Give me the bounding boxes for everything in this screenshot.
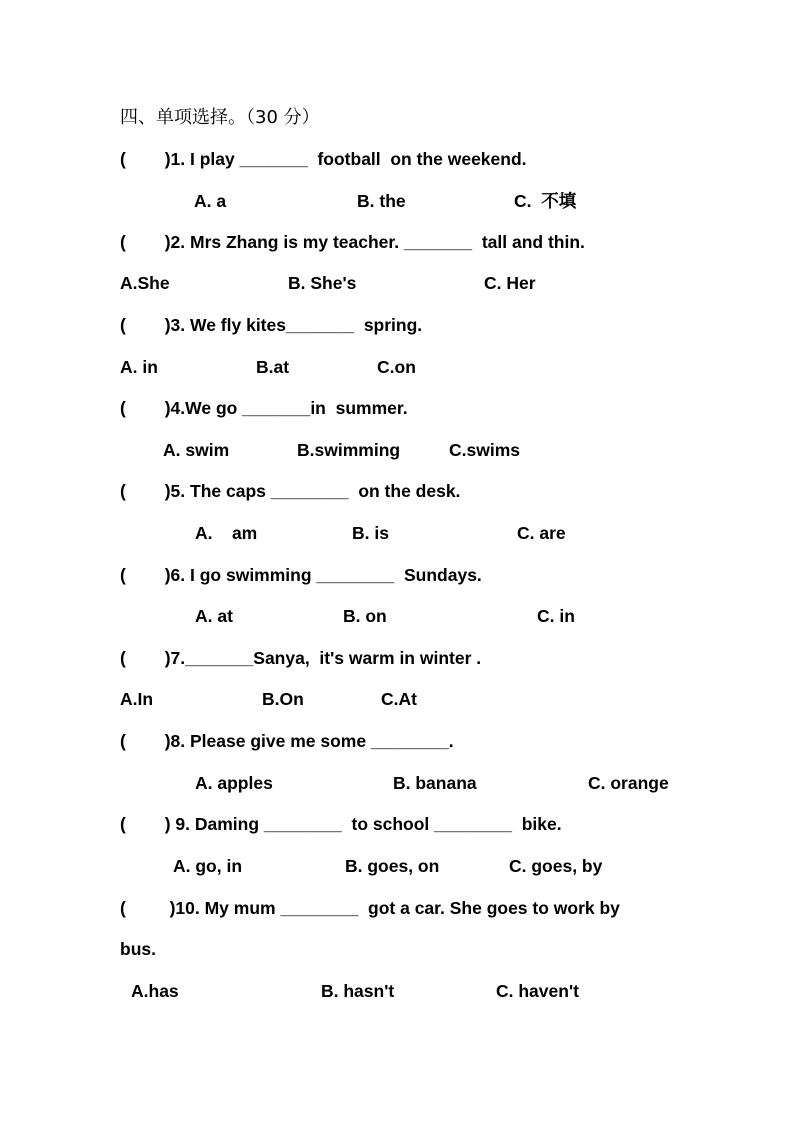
question-9-option-b: B. goes, on — [345, 856, 440, 876]
question-8-stem: ( )8. Please give me some ________. — [120, 731, 454, 751]
question-5-option-b: B. is — [352, 523, 389, 543]
question-9-stem: ( ) 9. Daming ________ to school ________ bike. — [120, 814, 562, 834]
question-2-option-a: A.She — [120, 273, 170, 293]
question-6-stem: ( )6. I go swimming ________ Sundays. — [120, 565, 482, 585]
question-1-stem: ( )1. I play _______ football on the weekend. — [120, 149, 527, 169]
question-5-option-c: C. are — [517, 523, 566, 543]
question-10-option-b: B. hasn't — [321, 981, 395, 1001]
question-4-stem: ( )4.We go _______in summer. — [120, 398, 408, 418]
question-2-option-c: C. Her — [484, 273, 536, 293]
question-3-stem: ( )3. We fly kites_______ spring. — [120, 315, 423, 335]
question-8-option-b: B. banana — [393, 773, 477, 793]
question-7-option-a: A.In — [120, 689, 154, 709]
question-1-option-b: B. the — [357, 191, 406, 211]
question-9-option-a: A. go, in — [173, 856, 243, 876]
question-2-option-b: B. She's — [288, 273, 357, 293]
question-3-option-a: A. in — [120, 357, 158, 377]
question-1-option-c: C. 不填 — [514, 191, 577, 211]
question-7-option-b: B.On — [262, 689, 304, 709]
question-3-option-c: C.on — [377, 357, 416, 377]
section-title: 四、单项选择。（30 分） — [120, 107, 320, 128]
question-6-option-a: A. at — [195, 606, 233, 626]
question-4-option-b: B.swimming — [297, 440, 401, 460]
question-3-option-b: B.at — [256, 357, 290, 377]
question-4-option-c: C.swims — [449, 440, 520, 460]
question-4-option-a: A. swim — [163, 440, 230, 460]
question-10-stem-continued: bus. — [120, 939, 156, 959]
question-5-stem: ( )5. The caps ________ on the desk. — [120, 481, 461, 501]
question-2-stem: ( )2. Mrs Zhang is my teacher. _______ tall and thin. — [120, 232, 585, 252]
question-7-stem: ( )7._______Sanya, it's warm in winter . — [120, 648, 482, 668]
question-6-option-c: C. in — [537, 606, 575, 626]
question-8-option-a: A. apples — [195, 773, 273, 793]
question-10-option-c: C. haven't — [496, 981, 579, 1001]
question-6-option-b: B. on — [343, 606, 387, 626]
question-1-option-a: A. a — [194, 191, 227, 211]
question-10-option-a: A.has — [131, 981, 179, 1001]
question-9-option-c: C. goes, by — [509, 856, 603, 876]
question-8-option-c: C. orange — [588, 773, 669, 793]
question-10-stem: ( )10. My mum ________ got a car. She goes to work by — [120, 898, 620, 918]
question-5-option-a: A. am — [195, 523, 258, 543]
question-7-option-c: C.At — [381, 689, 417, 709]
